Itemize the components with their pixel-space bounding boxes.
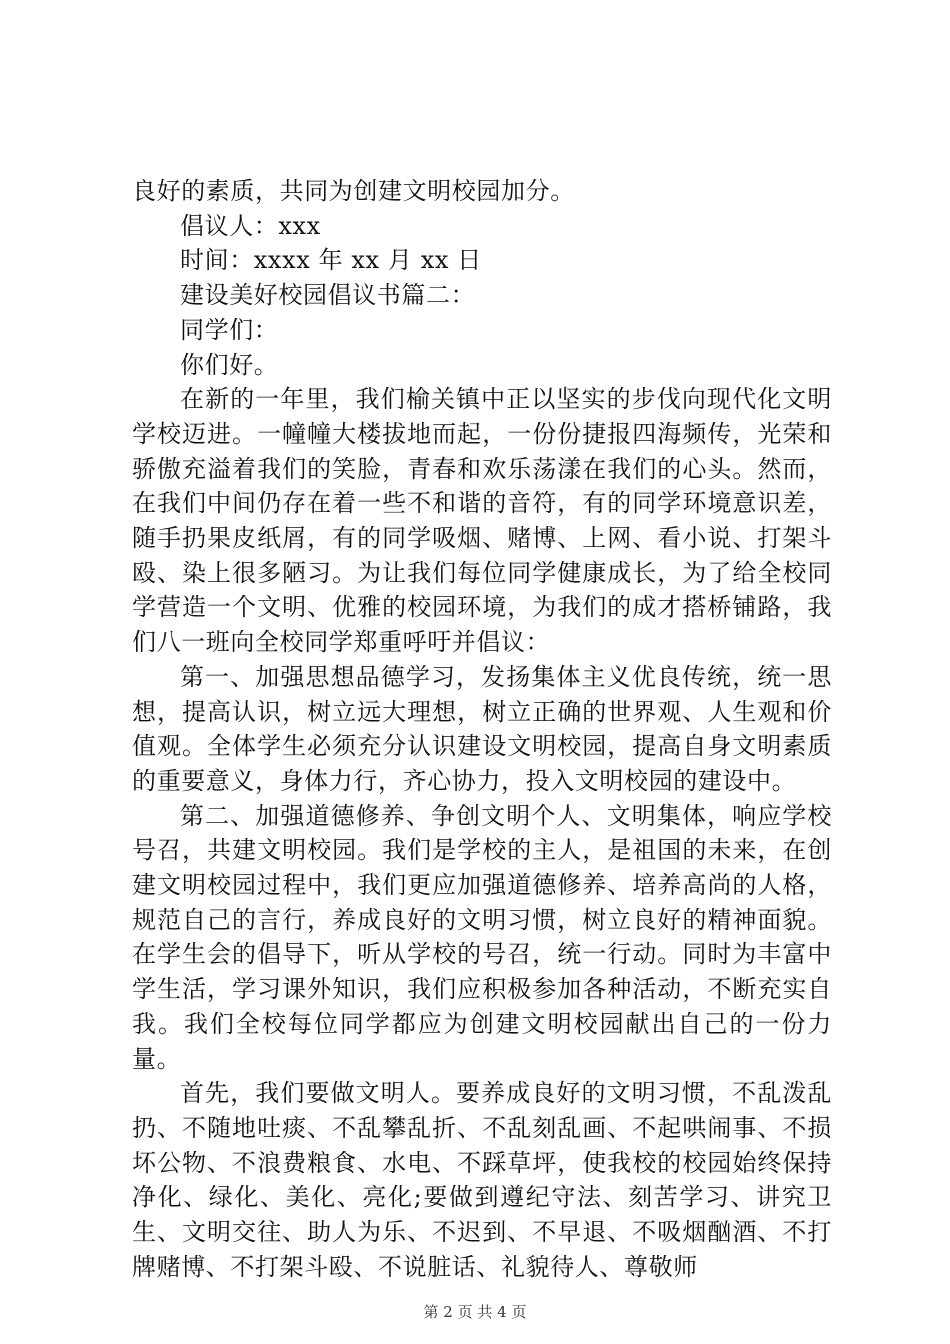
- paragraph-salutation: 同学们：: [180, 315, 279, 344]
- page-number-footer: 第 2 页 共 4 页: [423, 1303, 527, 1321]
- paragraph-point-one: 第一、加强思想品德学习，发扬集体主义优良传统，统一思想，提高认识，树立远大理想，树立正确的世界观、人生观和价值观。全体学生必须充分认识建设文明校园，提高自身文明素质的重要意义，身体力行，齐心协力，投入文明校园的建设中。: [132, 662, 832, 795]
- paragraph-date: 时间：xxxx 年 xx 月 xx 日: [180, 246, 482, 275]
- paragraph-continuation: 良好的素质，共同为创建文明校园加分。: [132, 177, 575, 205]
- document-body: [132, 174, 832, 1285]
- paragraph-first-action: 首先，我们要做文明人。要养成良好的文明习惯，不乱泼乱扔、不随地吐痰、不乱攀乱折、不乱刻乱画、不起哄闹事、不损坏公物、不浪费粮食、水电、不踩草坪，使我校的校园始终保持净化、绿化、美化、亮化;要做到遵纪守法、刻苦学习、讲究卫生、文明交往、助人为乐、不迟到、不早退、不吸烟酗酒、不打牌赌博、不打架斗殴、不说脏话、礼貌待人、尊敬师: [132, 1079, 832, 1281]
- paragraph-point-two: 第二、加强道德修养、争创文明个人、文明集体，响应学校号召，共建文明校园。我们是学校的主人，是祖国的未来，在创建文明校园过程中，我们更应加强道德修养、培养高尚的人格，规范自己的言行，养成良好的文明习惯，树立良好的精神面貌。在学生会的倡导下，听从学校的号召，统一行动。同时为丰富中学生活，学习课外知识，我们应积极参加各种活动，不断充实自我。我们全校每位同学都应为创建文明校园献出自己的一份力量。: [132, 801, 832, 1073]
- paragraph-greeting: 你们好。: [180, 350, 279, 379]
- section-heading: 建设美好校园倡议书篇二：: [180, 281, 476, 310]
- paragraph-proposer: 倡议人：xxx: [180, 211, 321, 240]
- paragraph-intro: 在新的一年里，我们榆关镇中正以坚实的步伐向现代化文明学校迈进。一幢幢大楼拔地而起，一份份捷报四海频传，光荣和骄傲充溢着我们的笑脸，青春和欢乐荡漾在我们的心头。然而，在我们中间仍存在着一些不和谐的音符，有的同学环境意识差，随手扔果皮纸屑，有的同学吸烟、赌博、上网、看小说、打架斗殴、染上很多陋习。为让我们每位同学健康成长，为了给全校同学营造一个文明、优雅的校园环境，为我们的成才搭桥铺路，我们八一班向全校同学郑重呼吁并倡议：: [132, 385, 832, 657]
